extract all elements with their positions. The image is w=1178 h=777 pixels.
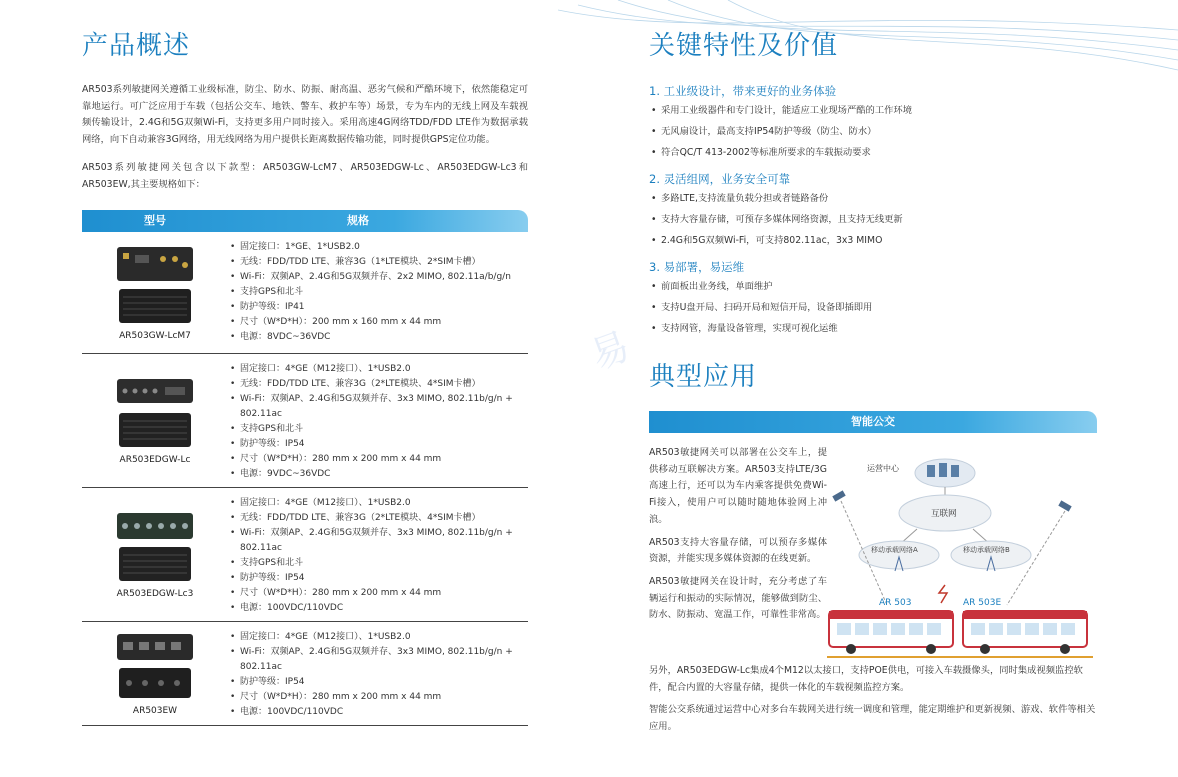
spec-item: • 支持GPS和北斗 [228, 422, 528, 437]
section-title: 1. 工业级设计，带来更好的业务体验 [649, 84, 837, 98]
spec-item: • Wi-Fi：双频AP、2.4G和5G双频并存、2x2 MIMO, 802.11a/b/g/n [228, 270, 528, 285]
feature-item: • 无风扇设计，最高支持IP54防护等级（防尘、防水） [649, 121, 1097, 142]
product-name: AR503EDGW-Lc [119, 455, 191, 466]
internet-label: 互联网 [931, 509, 957, 519]
application-paragraph: 智能公交系统通过运营中心对多台车载网关进行统一调度和管理，能定期维护和更新视频、游戏、软件等相关应用。 [649, 704, 1096, 733]
spec-item: • 防护等级：IP54 [228, 437, 528, 452]
left-column [82, 28, 528, 726]
product-image [82, 488, 228, 621]
network-b-label: 移动承载网络B [963, 546, 1010, 554]
spec-item: • 电源：100VDC/110VDC [228, 705, 528, 720]
page-title-features: 关键特性及价值 [649, 31, 839, 61]
feature-item: • 支持大容量存储，可预存多媒体网络资源，且支持无线更新 [649, 209, 1097, 230]
spec-list [228, 488, 528, 621]
product-image [82, 354, 228, 487]
application-paragraph: AR503敏捷网关可以部署在公交车上，提供移动互联解决方案。AR503支持LTE/3G高速上行，还可以为车内乘客提供免费Wi-Fi接入，使用户可以随时随地体验网上冲浪。 [649, 447, 827, 525]
section-title: 2. 灵活组网，业务安全可靠 [649, 172, 791, 186]
feature-item: • 多路LTE,支持流量负载分担或者链路备份 [649, 188, 1097, 209]
bus-icon [829, 611, 953, 654]
feature-item: • 2.4G和5G双频Wi-Fi，可支持802.11ac，3x3 MIMO [649, 230, 1097, 251]
cloud-icon [915, 459, 975, 487]
spec-list [228, 232, 528, 353]
product-name: AR503EDGW-Lc3 [116, 589, 194, 600]
spec-item: • 无线：FDD/TDD LTE、兼容3G（2*LTE模块、4*SIM卡槽） [228, 377, 528, 392]
spec-item: • Wi-Fi：双频AP、2.4G和5G双频并存、3x3 MIMO, 802.11b/g/n + 802.11ac [228, 526, 528, 556]
spec-item: • 防护等级：IP54 [228, 675, 528, 690]
spec-item: • 尺寸（W*D*H）：280 mm x 200 mm x 44 mm [228, 690, 528, 705]
spec-item: • 尺寸（W*D*H）：280 mm x 200 mm x 44 mm [228, 586, 528, 601]
spec-list [228, 354, 528, 487]
spec-item: • Wi-Fi：双频AP、2.4G和5G双频并存、3x3 MIMO, 802.11b/g/n + 802.11ac [228, 392, 528, 422]
product-row [82, 622, 528, 726]
device-icon [115, 509, 195, 585]
ops-center-label: 运营中心 [867, 464, 899, 473]
device-icon [115, 630, 195, 702]
spec-item: • 电源：9VDC~36VDC [228, 467, 528, 482]
watermark: 易 [584, 323, 636, 378]
bus-icon [963, 611, 1087, 654]
spec-item: • 尺寸（W*D*H）：280 mm x 200 mm x 44 mm [228, 452, 528, 467]
feature-item: • 采用工业级器件和专门设计，能适应工业现场严酷的工作环境 [649, 100, 1097, 121]
spec-item: • 防护等级：IP41 [228, 300, 528, 315]
product-row [82, 488, 528, 622]
network-diagram [827, 445, 1097, 663]
application-paragraph: AR503敏捷网关在设计时，充分考虑了车辆运行和振动的实际情况，能够做到防尘、防水、防振动、宽温工作，可靠性非常高。 [649, 575, 827, 621]
application-paragraph: 另外，AR503EDGW-Lc集成4个M12以太接口，支持POE供电，可接入车载摄像头，同时集成视频监控软件，配合内置的大容量存储，提供一体化的车载视频监控方案。 [649, 665, 1083, 693]
feature-item: • 符合QC/T 413-2002等标准所要求的车载振动要求 [649, 142, 1097, 163]
spec-item: • 无线：FDD/TDD LTE、兼容3G（2*LTE模块、4*SIM卡槽） [228, 511, 528, 526]
signal-bolt-icon [939, 585, 947, 603]
spec-item: • 固定接口：4*GE（M12接口）、1*USB2.0 [228, 496, 528, 511]
spec-item: • 固定接口：4*GE（M12接口）、1*USB2.0 [228, 362, 528, 377]
overview-paragraph: AR503系列敏捷网关遵循工业级标准，防尘、防水、防振、耐高温、恶劣气候和严酷环境下，依然能稳定可靠地运行。可广泛应用于车载（包括公交车、地铁、警车、救护车等）场景，专为车内的无线上网及车载视频传输设计，2.4G和5G双频Wi-Fi，支持更多用户同时接入。采用高速4G网络TDD/FDD LTE作为数据承载网络，向下自动兼容3G网络，用无线网络为用户提供长距离数据传输功能，同时提供GPS定位功能。 [82, 84, 528, 145]
spec-table-header [82, 210, 528, 232]
spec-item: • Wi-Fi：双频AP、2.4G和5G双频并存、3x3 MIMO, 802.11b/g/n + 802.11ac [228, 645, 528, 675]
header-model: 型号 [144, 213, 166, 227]
feature-list [649, 188, 1097, 251]
device-icon [115, 375, 195, 451]
spec-item: • 电源：100VDC/110VDC [228, 601, 528, 616]
spec-item: • 支持GPS和北斗 [228, 556, 528, 571]
page-title-applications: 典型应用 [649, 362, 758, 392]
application-paragraph: AR503支持大容量存储，可以预存多媒体资源，并能实现多媒体资源的在线更新。 [649, 536, 827, 565]
spec-item: • 尺寸（W*D*H）：200 mm x 160 mm x 44 mm [228, 315, 528, 330]
product-row [82, 232, 528, 354]
spec-item: • 固定接口：1*GE、1*USB2.0 [228, 240, 528, 255]
device-a-label: AR 503 [879, 598, 912, 608]
spec-item: • 电源：8VDC~36VDC [228, 330, 528, 345]
spec-item: • 固定接口：4*GE（M12接口）、1*USB2.0 [228, 630, 528, 645]
smart-bus-bar: 智能公交 [649, 411, 1097, 433]
spec-item: • 无线：FDD/TDD LTE、兼容3G（1*LTE模块、2*SIM卡槽） [228, 255, 528, 270]
spec-item: • 支持GPS和北斗 [228, 285, 528, 300]
smart-bus-diagram [827, 445, 1097, 663]
feature-item: • 支持网管，海量设备管理，实现可视化运维 [649, 318, 1097, 339]
feature-item: • 前面板出业务线，单面维护 [649, 276, 1097, 297]
product-image [82, 622, 228, 725]
application-extra [649, 663, 1097, 736]
product-image [82, 232, 228, 353]
feature-list [649, 276, 1097, 339]
application-block [649, 445, 1097, 663]
network-a-label: 移动承载网络A [871, 546, 918, 554]
header-spec: 规格 [347, 213, 369, 227]
models-paragraph: AR503系列敏捷网关包含以下款型：AR503GW-LcM7、AR503EDGW-Lc、AR503EDGW-Lc3和AR503EW,其主要规格如下： [82, 162, 528, 190]
device-icon [113, 243, 197, 327]
feature-list [649, 100, 1097, 163]
product-row [82, 354, 528, 488]
feature-section [649, 82, 1097, 339]
spec-item: • 防护等级：IP54 [228, 571, 528, 586]
application-text [649, 445, 827, 663]
feature-item: • 支持U盘开局、扫码开局和短信开局，设备即插即用 [649, 297, 1097, 318]
product-name: AR503EW [132, 706, 178, 717]
device-b-label: AR 503E [963, 598, 1002, 608]
page-title-overview: 产品概述 [82, 31, 191, 61]
spec-list [228, 622, 528, 725]
product-name: AR503GW-LcM7 [119, 331, 191, 342]
right-column [649, 28, 1097, 742]
section-title: 3. 易部署，易运维 [649, 260, 745, 274]
